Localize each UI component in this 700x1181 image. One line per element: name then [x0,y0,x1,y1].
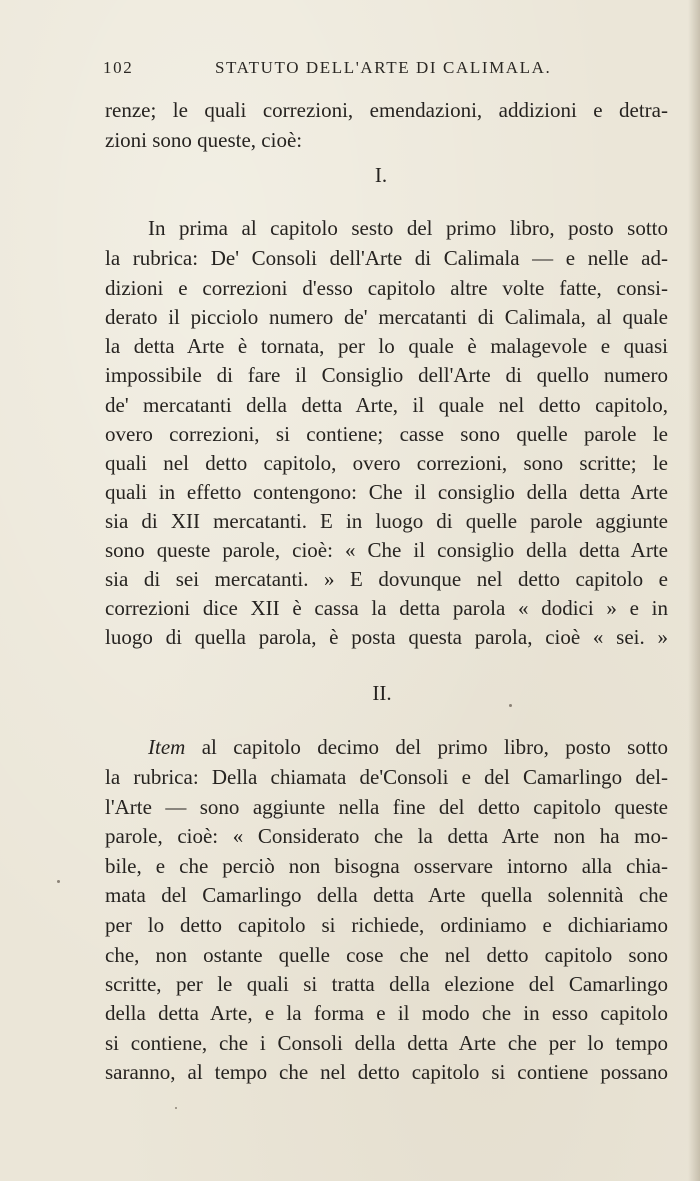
text-line: zioni sono queste, cioè: [105,128,303,152]
text-line: che, non ostante quelle cose che nel detto capitolo sono [105,943,668,967]
section-number: I. [374,163,388,187]
text-line: impossibile di fare il Consiglio dell'Arte di quello numero [105,363,668,387]
section-number: II. [372,681,392,705]
text-line: In prima al capitolo sesto del primo libro, posto sotto [148,216,668,240]
text-line: la detta Arte è tornata, per lo quale è malagevole e quasi [105,334,668,358]
paper-speck [175,1107,177,1109]
text-line: renze; le quali correzioni, emendazioni, addizioni e detra- [105,98,668,122]
italic-lead-word: Item [148,735,186,759]
text-line-rest: al capitolo decimo del primo libro, posto sotto [185,735,668,759]
text-line: de' mercatanti della detta Arte, il quale nel detto capitolo, [105,393,668,417]
running-head-title: STATUTO DELL'ARTE DI CALIMALA. [215,58,552,77]
text-line: la rubrica: Della chiamata de'Consoli e del Camarlingo del- [105,765,668,789]
text-line: scritte, per le quali si tratta della elezione del Camarlingo [105,972,668,996]
text-line: overo correzioni, si contiene; casse sono quelle parole le [105,422,668,446]
text-line: sia di XII mercatanti. E in luogo di quelle parole aggiunte [105,509,668,533]
text-line: parole, cioè: « Considerato che la detta Arte non ha mo- [105,824,668,848]
running-head [103,58,578,84]
text-line: quali in effetto contengono: Che il consiglio della detta Arte [105,480,668,504]
paper-speck [509,704,512,707]
text-line: derato il picciolo numero de' mercatanti di Calimala, al quale [105,305,668,329]
text-line: saranno, al tempo che nel detto capitolo si contiene possano [105,1060,668,1084]
text-line: dizioni e correzioni d'esso capitolo altre volte fatte, consi- [105,276,668,300]
text-line: correzioni dice XII è cassa la detta parola « dodici » e in [105,596,668,620]
text-line: mata del Camarlingo della detta Arte quella solennità che [105,883,668,907]
text-line: per lo detto capitolo si richiede, ordiniamo e dichiariamo [105,913,668,937]
page-edge-shadow [688,0,700,1181]
paper-speck [57,880,60,883]
text-line: quali nel detto capitolo, overo correzioni, sono scritte; le [105,451,668,475]
text-line: luogo di quella parola, è posta questa parola, cioè « sei. » [105,625,668,649]
text-line [148,732,668,762]
page-number: 102 [103,58,134,77]
text-line: si contiene, che i Consoli della detta Arte che per lo tempo [105,1031,668,1055]
text-line: la rubrica: De' Consoli dell'Arte di Calimala — e nelle ad- [105,246,668,270]
text-line: l'Arte — sono aggiunte nella fine del detto capitolo queste [105,795,668,819]
text-line: bile, e che perciò non bisogna osservare intorno alla chia- [105,854,668,878]
text-line: sia di sei mercatanti. » E dovunque nel detto capitolo e [105,567,668,591]
text-line: sono queste parole, cioè: « Che il consiglio della detta Arte [105,538,668,562]
text-line: della detta Arte, e la forma e il modo che in esso capitolo [105,1001,668,1025]
